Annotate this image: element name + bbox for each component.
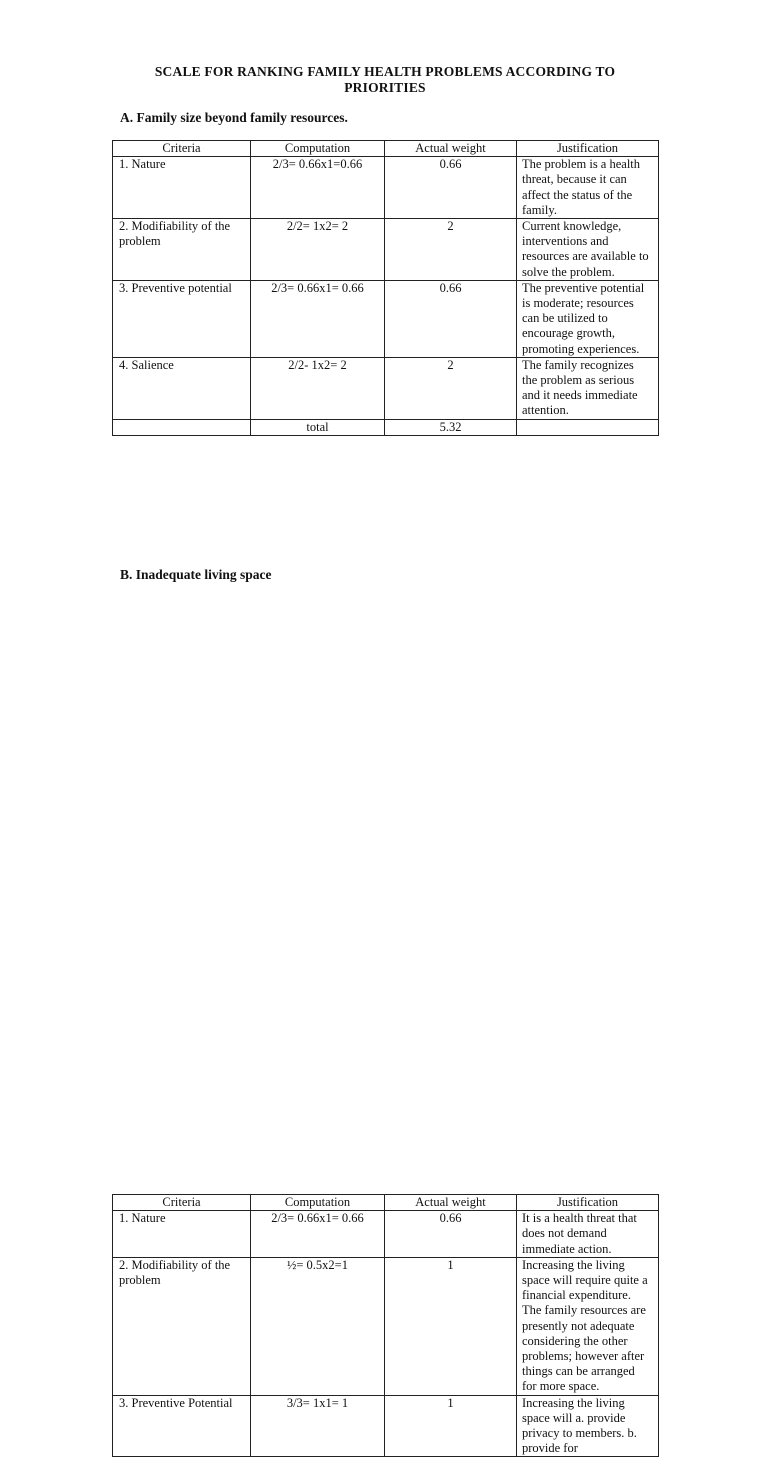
- weight-cell: 0.66: [385, 280, 517, 357]
- ranking-table-b: [112, 1194, 659, 1457]
- column-header-computation: Computation: [251, 141, 385, 157]
- justification-cell: It is a health threat that does not demand immediate action.: [517, 1211, 659, 1258]
- computation-cell: 2/2= 1x2= 2: [251, 219, 385, 281]
- column-header-justification: Justification: [517, 141, 659, 157]
- table-row: [113, 357, 659, 419]
- ranking-table-a: [112, 140, 659, 436]
- criteria-cell: 3. Preventive potential: [113, 280, 251, 357]
- total-value: 5.32: [385, 419, 517, 435]
- justification-cell: The preventive potential is moderate; resources can be utilized to encourage growth, promoting experiences.: [517, 280, 659, 357]
- criteria-cell: 1. Nature: [113, 157, 251, 219]
- computation-cell: 2/3= 0.66x1=0.66: [251, 157, 385, 219]
- criteria-cell: 2. Modifiability of the problem: [113, 1257, 251, 1395]
- justification-cell: The problem is a health threat, because it can affect the status of the family.: [517, 157, 659, 219]
- table-b-page-clip: [0, 597, 768, 1456]
- section-a-heading: A. Family size beyond family resources.: [120, 110, 348, 125]
- criteria-cell: 3. Preventive Potential: [113, 1395, 251, 1457]
- column-header-computation: Computation: [251, 1195, 385, 1211]
- table-row: [113, 157, 659, 219]
- table-header-row: [113, 1195, 659, 1211]
- computation-cell: 2/3= 0.66x1= 0.66: [251, 1211, 385, 1258]
- column-header-actual-weight: Actual weight: [385, 1195, 517, 1211]
- table-header-row: [113, 141, 659, 157]
- weight-cell: 2: [385, 357, 517, 419]
- justification-cell: Increasing the living space will require quite a financial expenditure. The family resources are presently not adequate considering the other problems; however after things can be arranged for more space.: [517, 1257, 659, 1395]
- computation-cell: ½= 0.5x2=1: [251, 1257, 385, 1395]
- weight-cell: 2: [385, 219, 517, 281]
- criteria-cell: 1. Nature: [113, 1211, 251, 1258]
- weight-cell: 1: [385, 1395, 517, 1457]
- computation-cell: 2/2- 1x2= 2: [251, 357, 385, 419]
- computation-cell: 2/3= 0.66x1= 0.66: [251, 280, 385, 357]
- total-justification-cell: [517, 419, 659, 435]
- table-row: [113, 1395, 659, 1457]
- weight-cell: 0.66: [385, 157, 517, 219]
- justification-cell: Current knowledge, interventions and resources are available to solve the problem.: [517, 219, 659, 281]
- weight-cell: 0.66: [385, 1211, 517, 1258]
- column-header-justification: Justification: [517, 1195, 659, 1211]
- total-criteria-cell: [113, 419, 251, 435]
- computation-cell: 3/3= 1x1= 1: [251, 1395, 385, 1457]
- table-row: [113, 219, 659, 281]
- column-header-criteria: Criteria: [113, 141, 251, 157]
- criteria-cell: 2. Modifiability of the problem: [113, 219, 251, 281]
- table-row: [113, 1257, 659, 1395]
- justification-cell: The family recognizes the problem as serious and it needs immediate attention.: [517, 357, 659, 419]
- criteria-cell: 4. Salience: [113, 357, 251, 419]
- table-row: [113, 280, 659, 357]
- column-header-criteria: Criteria: [113, 1195, 251, 1211]
- document-title: SCALE FOR RANKING FAMILY HEALTH PROBLEMS ACCORDING TO PRIORITIES: [154, 64, 616, 95]
- table-row: [113, 1211, 659, 1258]
- column-header-actual-weight: Actual weight: [385, 141, 517, 157]
- total-row: [113, 419, 659, 435]
- total-label: total: [251, 419, 385, 435]
- justification-cell: Increasing the living space will a. provide privacy to members. b. provide for: [517, 1395, 659, 1457]
- weight-cell: 1: [385, 1257, 517, 1395]
- section-b-heading: B. Inadequate living space: [120, 567, 272, 582]
